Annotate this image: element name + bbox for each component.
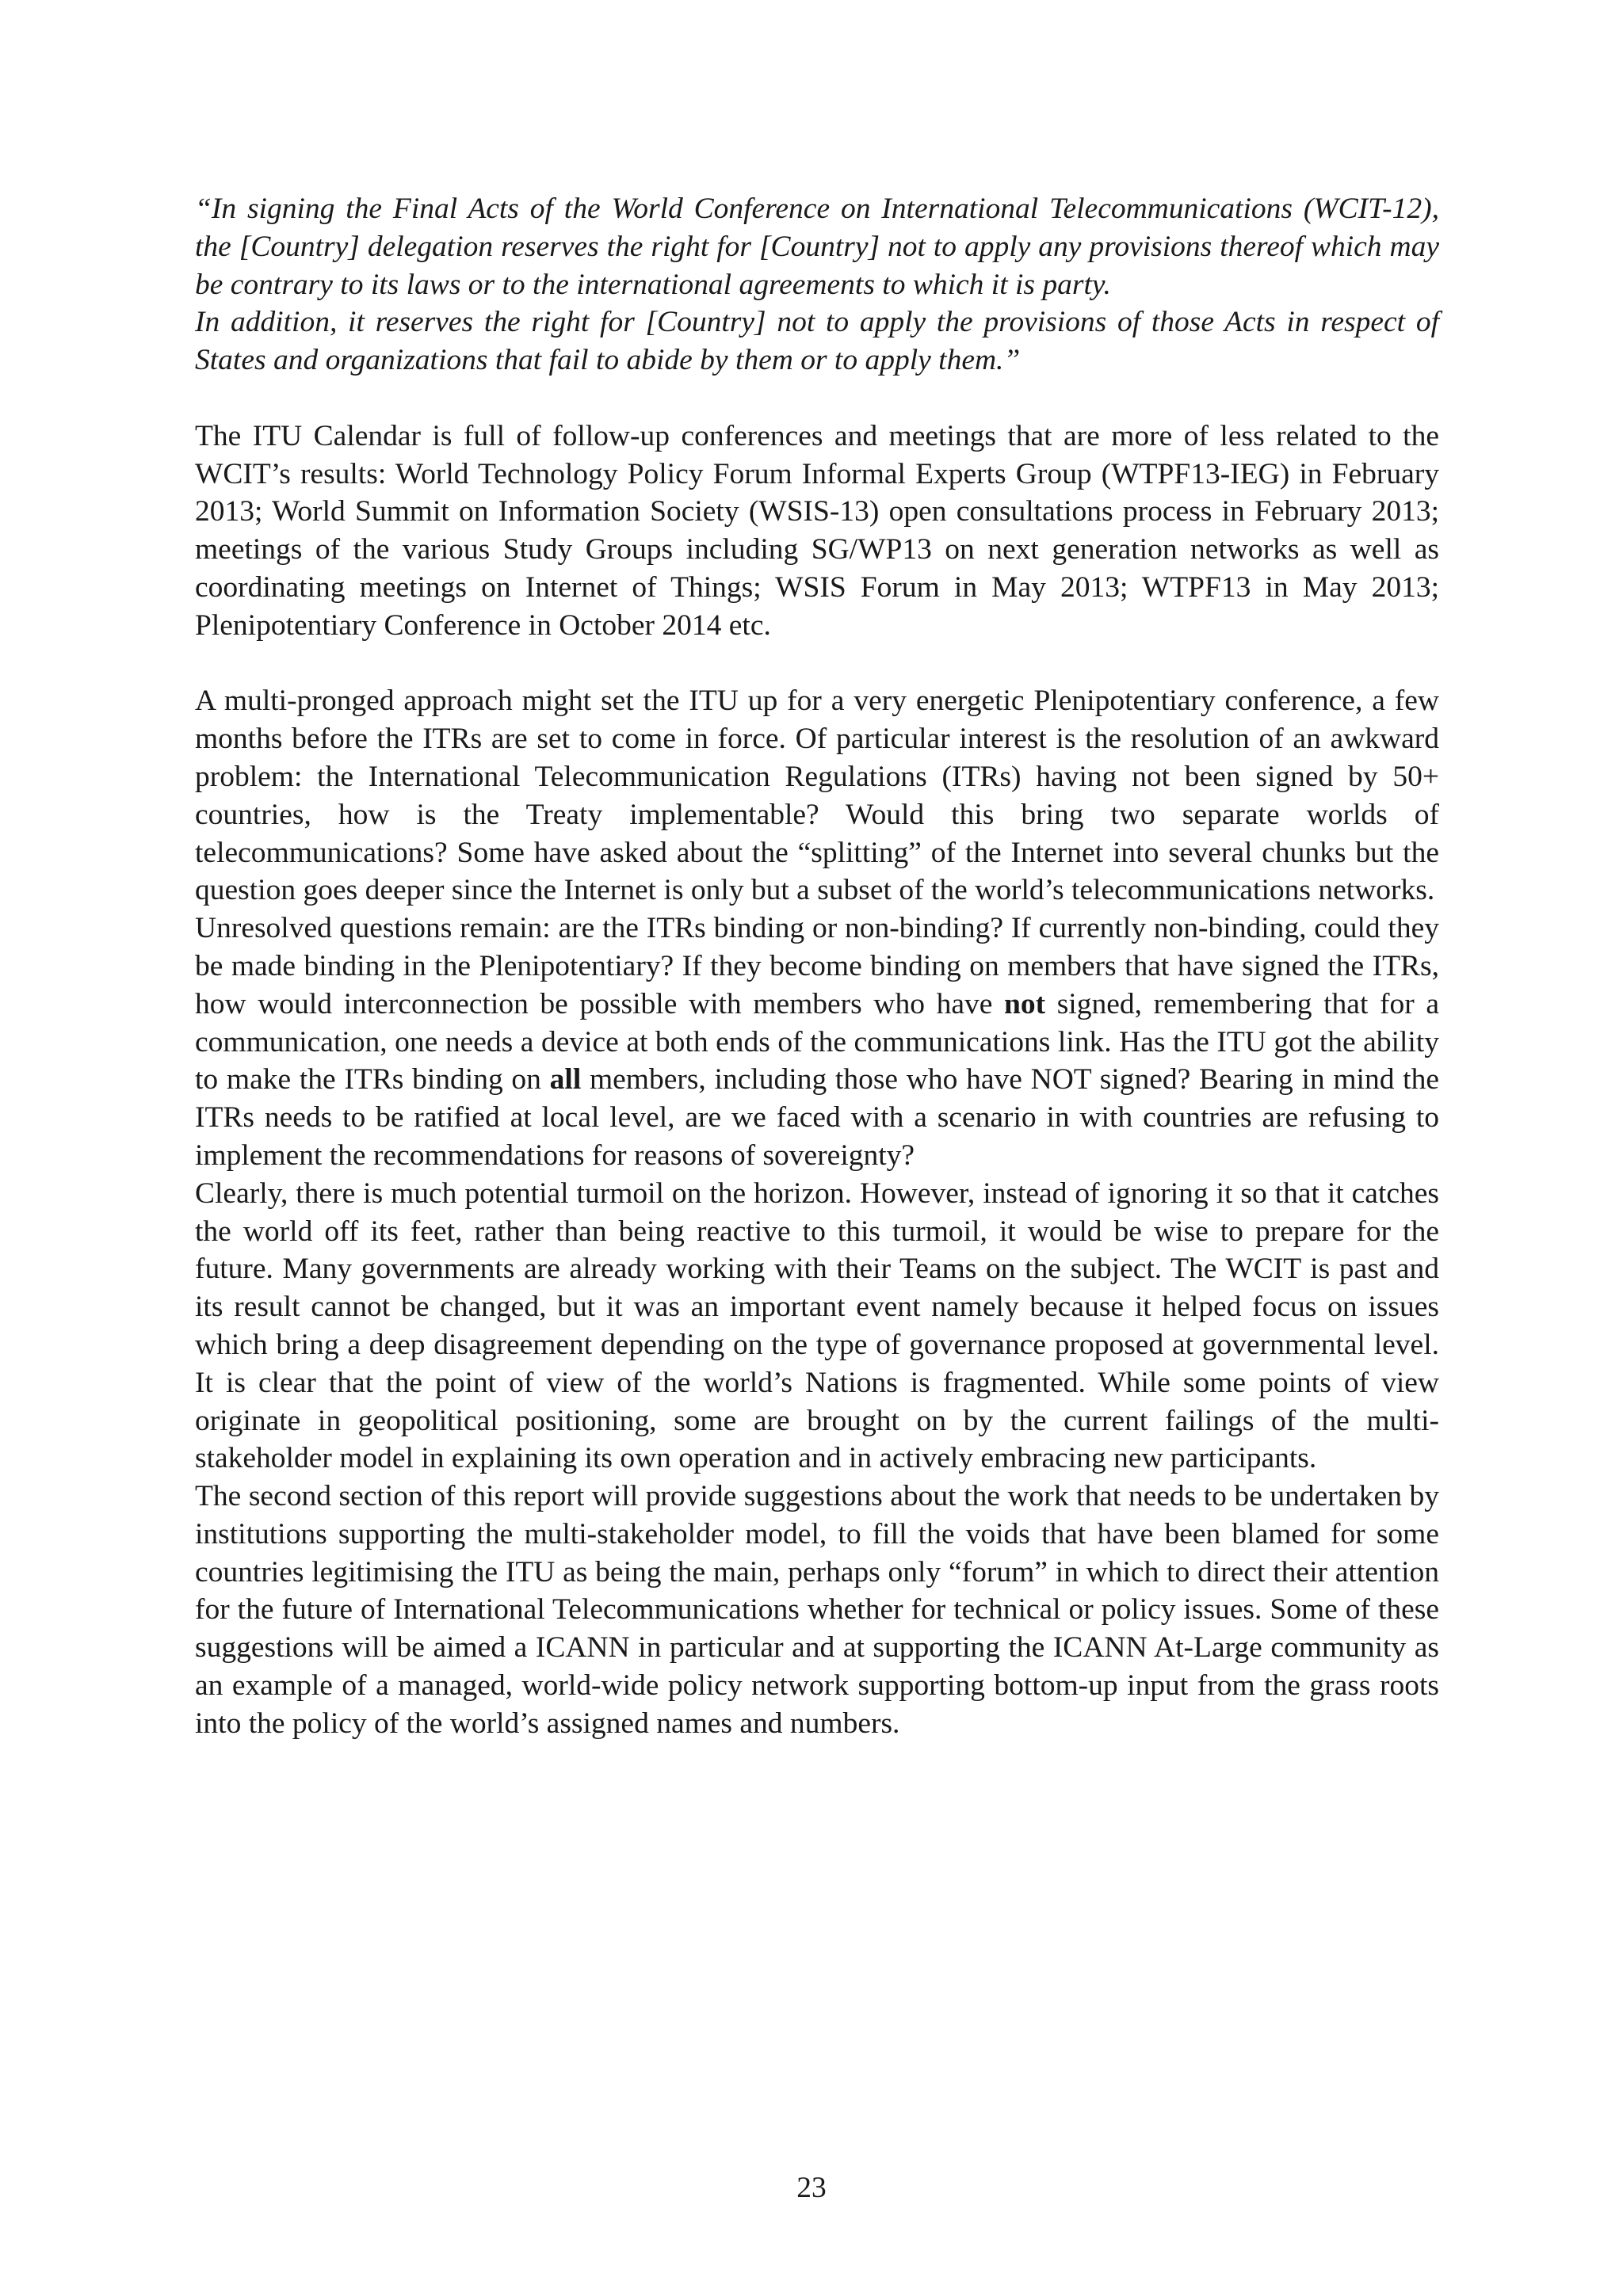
approach-paragraph: A multi-pronged approach might set the ITU up for a very energetic Plenipotentiary conference, a few months before the ITRs are set to come in force. Of particular interest is the resolution of an awkward problem: the International Telecommunication Regulations (ITRs) having not been signed by 50+ countries, how is the Treaty implementable? Would this bring two separate worlds of telecommunications? Some have asked about the “splitting” of the Internet into several chunks but the question goes deeper since the Internet is only but a subset of the world’s telecommunications networks. <box>195 685 1439 907</box>
page-body <box>195 190 1439 1743</box>
emphasis-all: all <box>549 1063 582 1097</box>
unresolved-text-1: Unresolved questions remain: are the ITRs binding or non-binding? If currently non-binding, could they be made binding in the Plenipotentiary? If they become binding on members that have signed the ITRs, how would interconnection be possible with members who have <box>195 912 1439 1020</box>
unresolved-text-3: members, including those who have NOT signed? Bearing in mind the ITRs needs to be ratified at local level, are we faced with a scenario in with countries are refusing to implement the recommendations for reasons of sovereignty? <box>195 1063 1439 1172</box>
unresolved-questions-paragraph <box>195 910 1439 1175</box>
emphasis-not: not <box>1003 987 1046 1020</box>
second-section-paragraph: The second section of this report will provide suggestions about the work that needs to be undertaken by institutions supporting the multi-stakeholder model, to fill the voids that have been blamed for some countries legitimising the ITU as being the main, perhaps only “forum” in which to direct their attention for the future of International Telecommunications whether for technical or policy issues. Some of these suggestions will be aimed a ICANN in particular and at supporting the ICANN At-Large community as an example of a managed, world-wide policy network supporting bottom-up input from the grass roots into the policy of the world’s assigned names and numbers. <box>195 1480 1439 1740</box>
page-number: 23 <box>796 2172 827 2204</box>
paragraph-spacer <box>195 379 1439 418</box>
turmoil-paragraph: Clearly, there is much potential turmoil on the horizon. However, instead of ignoring it so that it catches the world off its feet, rather than being reactive to this turmoil, it would be wise to prepare for the future. Many governments are already working with their Teams on the subject. The WCIT is past and its result cannot be changed, but it was an important event namely because it helped focus on issues which bring a deep disagreement depending on the type of governance proposed at governmental level. It is clear that the point of view of the world’s Nations is fragmented. While some points of view originate in geopolitical positioning, some are brought on by the current failings of the multi-stakeholder model in explaining its own operation and in actively embracing new participants. <box>195 1177 1439 1475</box>
calendar-paragraph: The ITU Calendar is full of follow-up conferences and meetings that are more of less related to the WCIT’s results: World Technology Policy Forum Informal Experts Group (WTPF13-IEG) in February 2013; World Summit on Information Society (WSIS-13) open consultations process in February 2013; meetings of the various Study Groups including SG/WP13 on next generation networks as well as coordinating meetings on Internet of Things; WSIS Forum in May 2013; WTPF13 in May 2013; Plenipotentiary Conference in October 2014 etc. <box>195 419 1439 642</box>
unresolved-text-2: signed, remembering that for a communication, one needs a device at both ends of the communications link. Has the ITU got the ability to make the ITRs binding on <box>195 987 1439 1097</box>
quote-paragraph-2: In addition, it reserves the right for [Country] not to apply the provisions of those Acts in respect of States and organizations that fail to abide by them or to apply them.” <box>195 306 1439 377</box>
paragraph-spacer <box>195 645 1439 683</box>
quote-paragraph-1: “In signing the Final Acts of the World Conference on International Telecommunications (WCIT-12), the [Country] delegation reserves the right for [Country] not to apply any provisions thereof which may be contrary to its laws or to the international agreements to which it is party. <box>195 193 1439 301</box>
reservation-quote <box>195 190 1439 379</box>
